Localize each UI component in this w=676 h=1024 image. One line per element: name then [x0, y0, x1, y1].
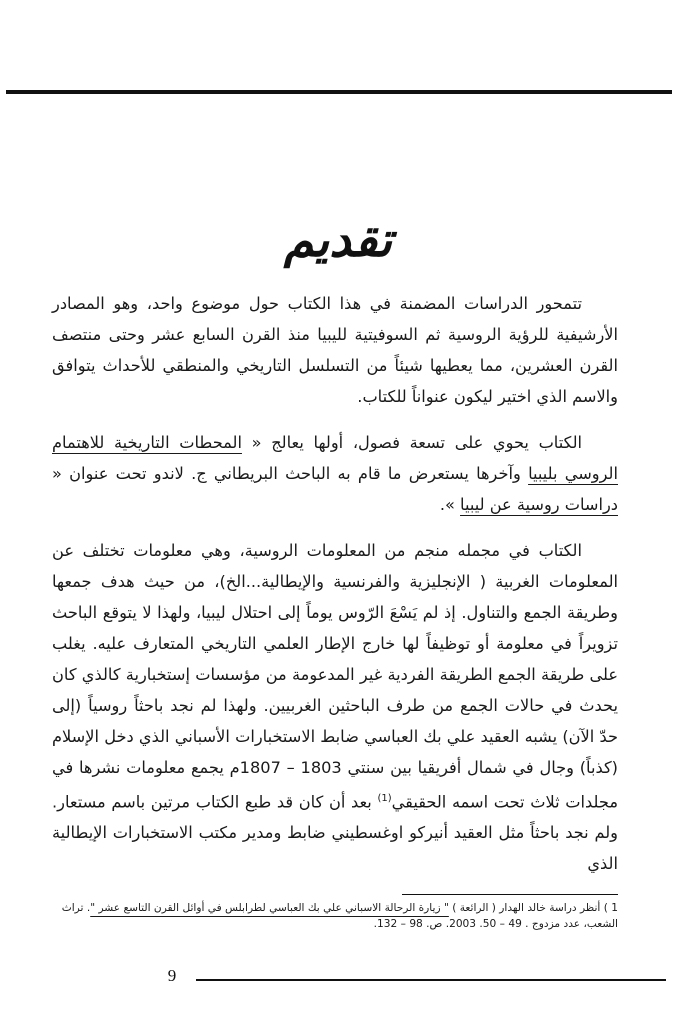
footnote-text-c: . تراث الشعب، عدد مزدوج . 49 – 50. 2003. ص. 98 – 132. — [61, 902, 618, 930]
paragraph-1-text: تتمحور الدراسات المضمنة في هذا الكتاب حول موضوع واحد، وهو المصادر الأرشيفية للرؤية الروسية ثم السوفيتية لليبيا منذ القرن السابع عشر وحتى منتصف القرن العشرين، مما يعطيها شيئاً من التسلسل التاريخي والمنطقي للأحداث يتوافق والاسم الذي اختير ليكون عنواناً للكتاب. — [52, 294, 618, 406]
footnote-cited-title: " زيارة الرحالة الاسباني علي بك العباسي لطرابلس في أوائل القرن التاسع عشر " — [90, 902, 449, 914]
footnote-marker: (1) — [377, 793, 392, 804]
paragraph-2-text-c: وآخرها يستعرض ما قام به الباحث البريطاني ج. لاندو تحت عنوان « — [52, 464, 529, 483]
body-text — [52, 288, 618, 879]
footer-rule — [196, 979, 666, 981]
underlined-chapter-title-1: المحطات التاريخية للاهتمام الروسي بليبيا — [52, 433, 618, 483]
footnote-rule — [402, 894, 618, 895]
paragraph-3 — [52, 535, 618, 879]
paragraph-3-text-a: الكتاب في مجمله منجم من المعلومات الروسية، وهي معلومات تختلف عن المعلومات الغربية ( الإنجليزية والفرنسية والإيطالية...الخ)، من حيث هدف جمعها وطريقة الجمع والتناول. إذ لم يَسْعَ الرّوس يوماً إلى احتلال ليبيا، ولهذا لا يتوقع الباحث تزويراً في معلومة أو توظيفاً لها خارج الإطار العلمي التاريخي المتعارف عليه. يغلب على طريقة الجمع الطريقة الفردية غير المدعومة من مؤسسات إستخبارية كالذي كان يحدث في حالات الجمع من طرف الباحثين الغربيين. ولهذا لم نجد باحثاً روسياً (إلى حدّ الآن) يشبه العقيد علي بك العباسي ضابط الاستخبارات الأسباني الذي دخل الإسلام (كذباً) وجال في شمال أفريقيا بين سنتي 1803 – 1807م يجمع معلومات نشرها في مجلدات ثلاث تحت اسمه الحقيقي — [52, 541, 619, 812]
paragraph-1 — [52, 288, 618, 412]
page-number: 9 — [167, 966, 177, 985]
paragraph-3-text-b: بعد أن كان قد طبع الكتاب مرتين باسم مستعار. ولم نجد باحثاً مثل العقيد أنيركو اوغسطيني ضابط ومدير مكتب الاستخبارات الإيطالية الذي — [52, 792, 618, 874]
page-title: تقديم — [283, 212, 393, 268]
paragraph-2-text-a: الكتاب يحوي على تسعة فصول، أولها يعالج « — [241, 433, 582, 452]
underlined-chapter-title-2: دراسات روسية عن ليبيا — [460, 495, 618, 514]
paragraph-2 — [52, 427, 618, 520]
footnote-text-a: 1 ) أنظر دراسة خالد الهدار ( الرائعة ) — [448, 902, 618, 914]
paragraph-2-text-e: ». — [439, 495, 461, 514]
footnote — [52, 900, 618, 932]
header-rule — [6, 90, 672, 94]
